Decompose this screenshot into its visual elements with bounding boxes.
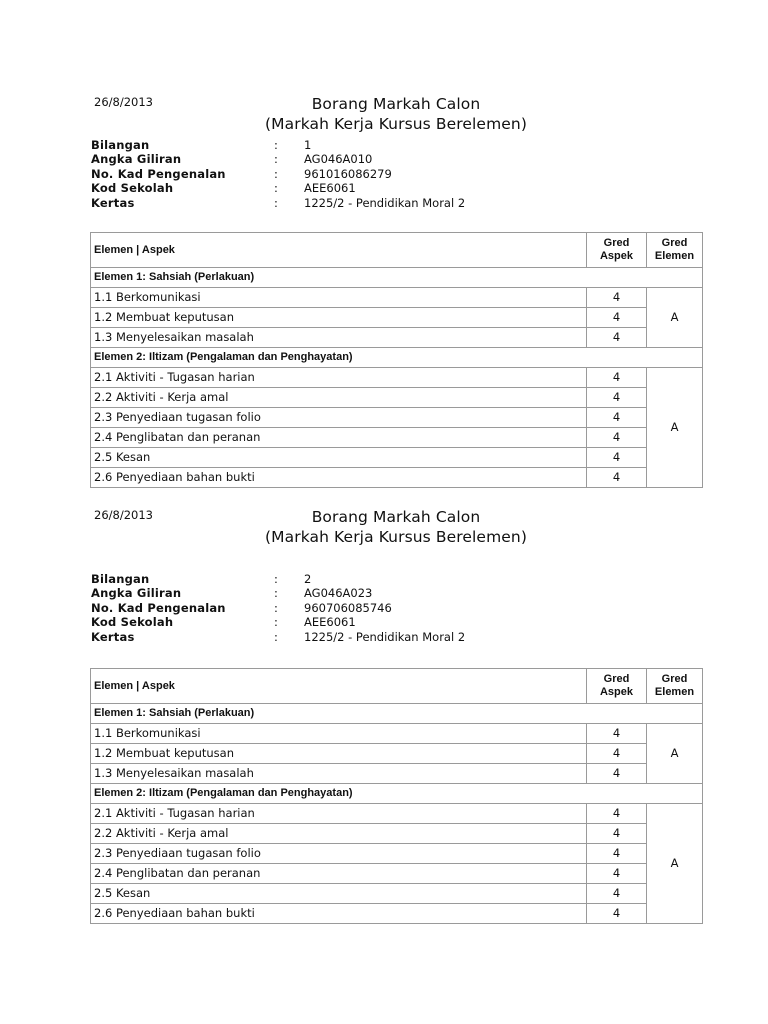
header-grade-element-line1: Gred — [661, 237, 688, 249]
info-label: Kertas — [91, 629, 135, 644]
aspect-name: 2.2 Aktiviti - Kerja amal — [91, 824, 587, 844]
table-row — [91, 328, 703, 348]
aspect-grade: 4 — [587, 368, 647, 388]
info-value: 961016086279 — [304, 166, 392, 181]
info-label: Angka Giliran — [91, 586, 182, 601]
element-grade: A — [647, 724, 703, 784]
element-header-row — [91, 704, 703, 724]
info-value: 1 — [304, 138, 312, 152]
info-value: AG046A023 — [304, 586, 373, 601]
element-title: Elemen 2: Iltizam (Pengalaman dan Penghayatan) — [91, 784, 703, 804]
element-header-row — [91, 348, 703, 368]
info-label: No. Kad Pengenalan — [91, 600, 226, 615]
form-date: 26/8/2013 — [94, 508, 153, 522]
aspect-name: 2.2 Aktiviti - Kerja amal — [91, 388, 587, 408]
element-title: Elemen 2: Iltizam (Pengalaman dan Penghayatan) — [91, 348, 703, 368]
element-grade: A — [647, 368, 703, 488]
info-label: Kod Sekolah — [91, 615, 174, 630]
element-grade: A — [647, 804, 703, 924]
aspect-name: 2.6 Penyediaan bahan bukti — [91, 468, 587, 488]
header-aspect: Elemen | Aspek — [91, 669, 587, 704]
aspect-grade: 4 — [587, 724, 647, 744]
info-label: Bilangan — [91, 138, 150, 152]
header-aspect: Elemen | Aspek — [91, 233, 587, 268]
table-row — [91, 388, 703, 408]
aspect-grade: 4 — [587, 824, 647, 844]
aspect-name: 1.3 Menyelesaikan masalah — [91, 328, 587, 348]
table-row — [91, 844, 703, 864]
info-colon: : — [274, 629, 278, 644]
info-value: 1225/2 - Pendidikan Moral 2 — [304, 629, 466, 644]
info-row-angka-giliran — [91, 152, 591, 166]
header-grade-aspect-line1: Gred — [603, 237, 630, 249]
element-header-row — [91, 268, 703, 288]
info-row-kertas — [91, 196, 591, 210]
aspect-name: 1.2 Membuat keputusan — [91, 744, 587, 764]
candidate-info — [91, 138, 591, 210]
header-grade-aspect-line2: Aspek — [599, 250, 634, 262]
info-colon: : — [274, 586, 278, 601]
header-grade-aspect — [587, 669, 647, 704]
info-label: No. Kad Pengenalan — [91, 166, 226, 181]
info-colon: : — [274, 600, 278, 615]
info-row-kad-pengenalan — [91, 601, 591, 615]
table-row — [91, 804, 703, 824]
info-row-angka-giliran — [91, 586, 591, 600]
aspect-grade: 4 — [587, 428, 647, 448]
aspect-grade: 4 — [587, 744, 647, 764]
aspect-name: 1.3 Menyelesaikan masalah — [91, 764, 587, 784]
header-grade-element-line2: Elemen — [654, 250, 695, 262]
element-title: Elemen 1: Sahsiah (Perlakuan) — [91, 704, 703, 724]
info-row-kod-sekolah — [91, 615, 591, 629]
info-row-bilangan — [91, 572, 591, 586]
aspect-grade: 4 — [587, 844, 647, 864]
aspect-grade: 4 — [587, 408, 647, 428]
info-row-kertas — [91, 630, 591, 644]
table-row — [91, 744, 703, 764]
aspect-name: 1.1 Berkomunikasi — [91, 724, 587, 744]
info-value: AG046A010 — [304, 152, 373, 167]
aspect-grade: 4 — [587, 468, 647, 488]
candidate-form — [0, 413, 768, 920]
info-value: 960706085746 — [304, 600, 392, 615]
form-title: Borang Markah Calon — [311, 508, 481, 526]
aspect-grade: 4 — [587, 448, 647, 468]
aspect-name: 2.5 Kesan — [91, 884, 587, 904]
form-subtitle: (Markah Kerja Kursus Berelemen) — [265, 115, 527, 133]
aspect-name: 2.1 Aktiviti - Tugasan harian — [91, 804, 587, 824]
header-grade-element — [647, 233, 703, 268]
info-colon: : — [274, 166, 278, 181]
info-row-kad-pengenalan — [91, 167, 591, 181]
info-colon: : — [274, 572, 278, 586]
info-label: Kod Sekolah — [91, 181, 174, 196]
table-row — [91, 904, 703, 924]
form-date: 26/8/2013 — [94, 95, 153, 109]
table-row — [91, 824, 703, 844]
grades-table — [90, 668, 703, 924]
info-value: 2 — [304, 572, 312, 586]
aspect-name: 2.1 Aktiviti - Tugasan harian — [91, 368, 587, 388]
table-row — [91, 308, 703, 328]
aspect-name: 2.4 Penglibatan dan peranan — [91, 864, 587, 884]
form-title: Borang Markah Calon — [311, 95, 481, 113]
table-row — [91, 884, 703, 904]
aspect-grade: 4 — [587, 764, 647, 784]
info-colon: : — [274, 152, 278, 167]
header-grade-element-line1: Gred — [661, 673, 688, 685]
table-row — [91, 288, 703, 308]
aspect-name: 2.3 Penyediaan tugasan folio — [91, 408, 587, 428]
element-header-row — [91, 784, 703, 804]
table-header-row — [91, 669, 703, 704]
table-row — [91, 864, 703, 884]
candidate-form — [0, 0, 768, 484]
info-label: Angka Giliran — [91, 152, 182, 167]
element-grade: A — [647, 288, 703, 348]
info-colon: : — [274, 195, 278, 210]
aspect-name: 2.6 Penyediaan bahan bukti — [91, 904, 587, 924]
aspect-grade: 4 — [587, 864, 647, 884]
header-grade-aspect-line1: Gred — [603, 673, 630, 685]
header-grade-aspect-line2: Aspek — [599, 686, 634, 698]
candidate-info — [91, 572, 591, 644]
info-colon: : — [274, 615, 278, 630]
info-label: Bilangan — [91, 572, 150, 586]
form-subtitle: (Markah Kerja Kursus Berelemen) — [265, 528, 527, 546]
aspect-name: 2.3 Penyediaan tugasan folio — [91, 844, 587, 864]
info-row-kod-sekolah — [91, 181, 591, 195]
aspect-grade: 4 — [587, 328, 647, 348]
info-colon: : — [274, 138, 278, 152]
info-label: Kertas — [91, 195, 135, 210]
table-row — [91, 724, 703, 744]
aspect-name: 2.4 Penglibatan dan peranan — [91, 428, 587, 448]
aspect-grade: 4 — [587, 288, 647, 308]
element-title: Elemen 1: Sahsiah (Perlakuan) — [91, 268, 703, 288]
info-value: AEE6061 — [304, 615, 356, 630]
aspect-name: 1.2 Membuat keputusan — [91, 308, 587, 328]
info-value: AEE6061 — [304, 181, 356, 196]
table-row — [91, 764, 703, 784]
header-grade-element-line2: Elemen — [654, 686, 695, 698]
aspect-name: 2.5 Kesan — [91, 448, 587, 468]
info-value: 1225/2 - Pendidikan Moral 2 — [304, 195, 466, 210]
info-colon: : — [274, 181, 278, 196]
aspect-grade: 4 — [587, 804, 647, 824]
aspect-name: 1.1 Berkomunikasi — [91, 288, 587, 308]
info-row-bilangan — [91, 138, 591, 152]
aspect-grade: 4 — [587, 904, 647, 924]
table-row — [91, 368, 703, 388]
header-grade-aspect — [587, 233, 647, 268]
aspect-grade: 4 — [587, 884, 647, 904]
header-grade-element — [647, 669, 703, 704]
table-header-row — [91, 233, 703, 268]
aspect-grade: 4 — [587, 308, 647, 328]
aspect-grade: 4 — [587, 388, 647, 408]
